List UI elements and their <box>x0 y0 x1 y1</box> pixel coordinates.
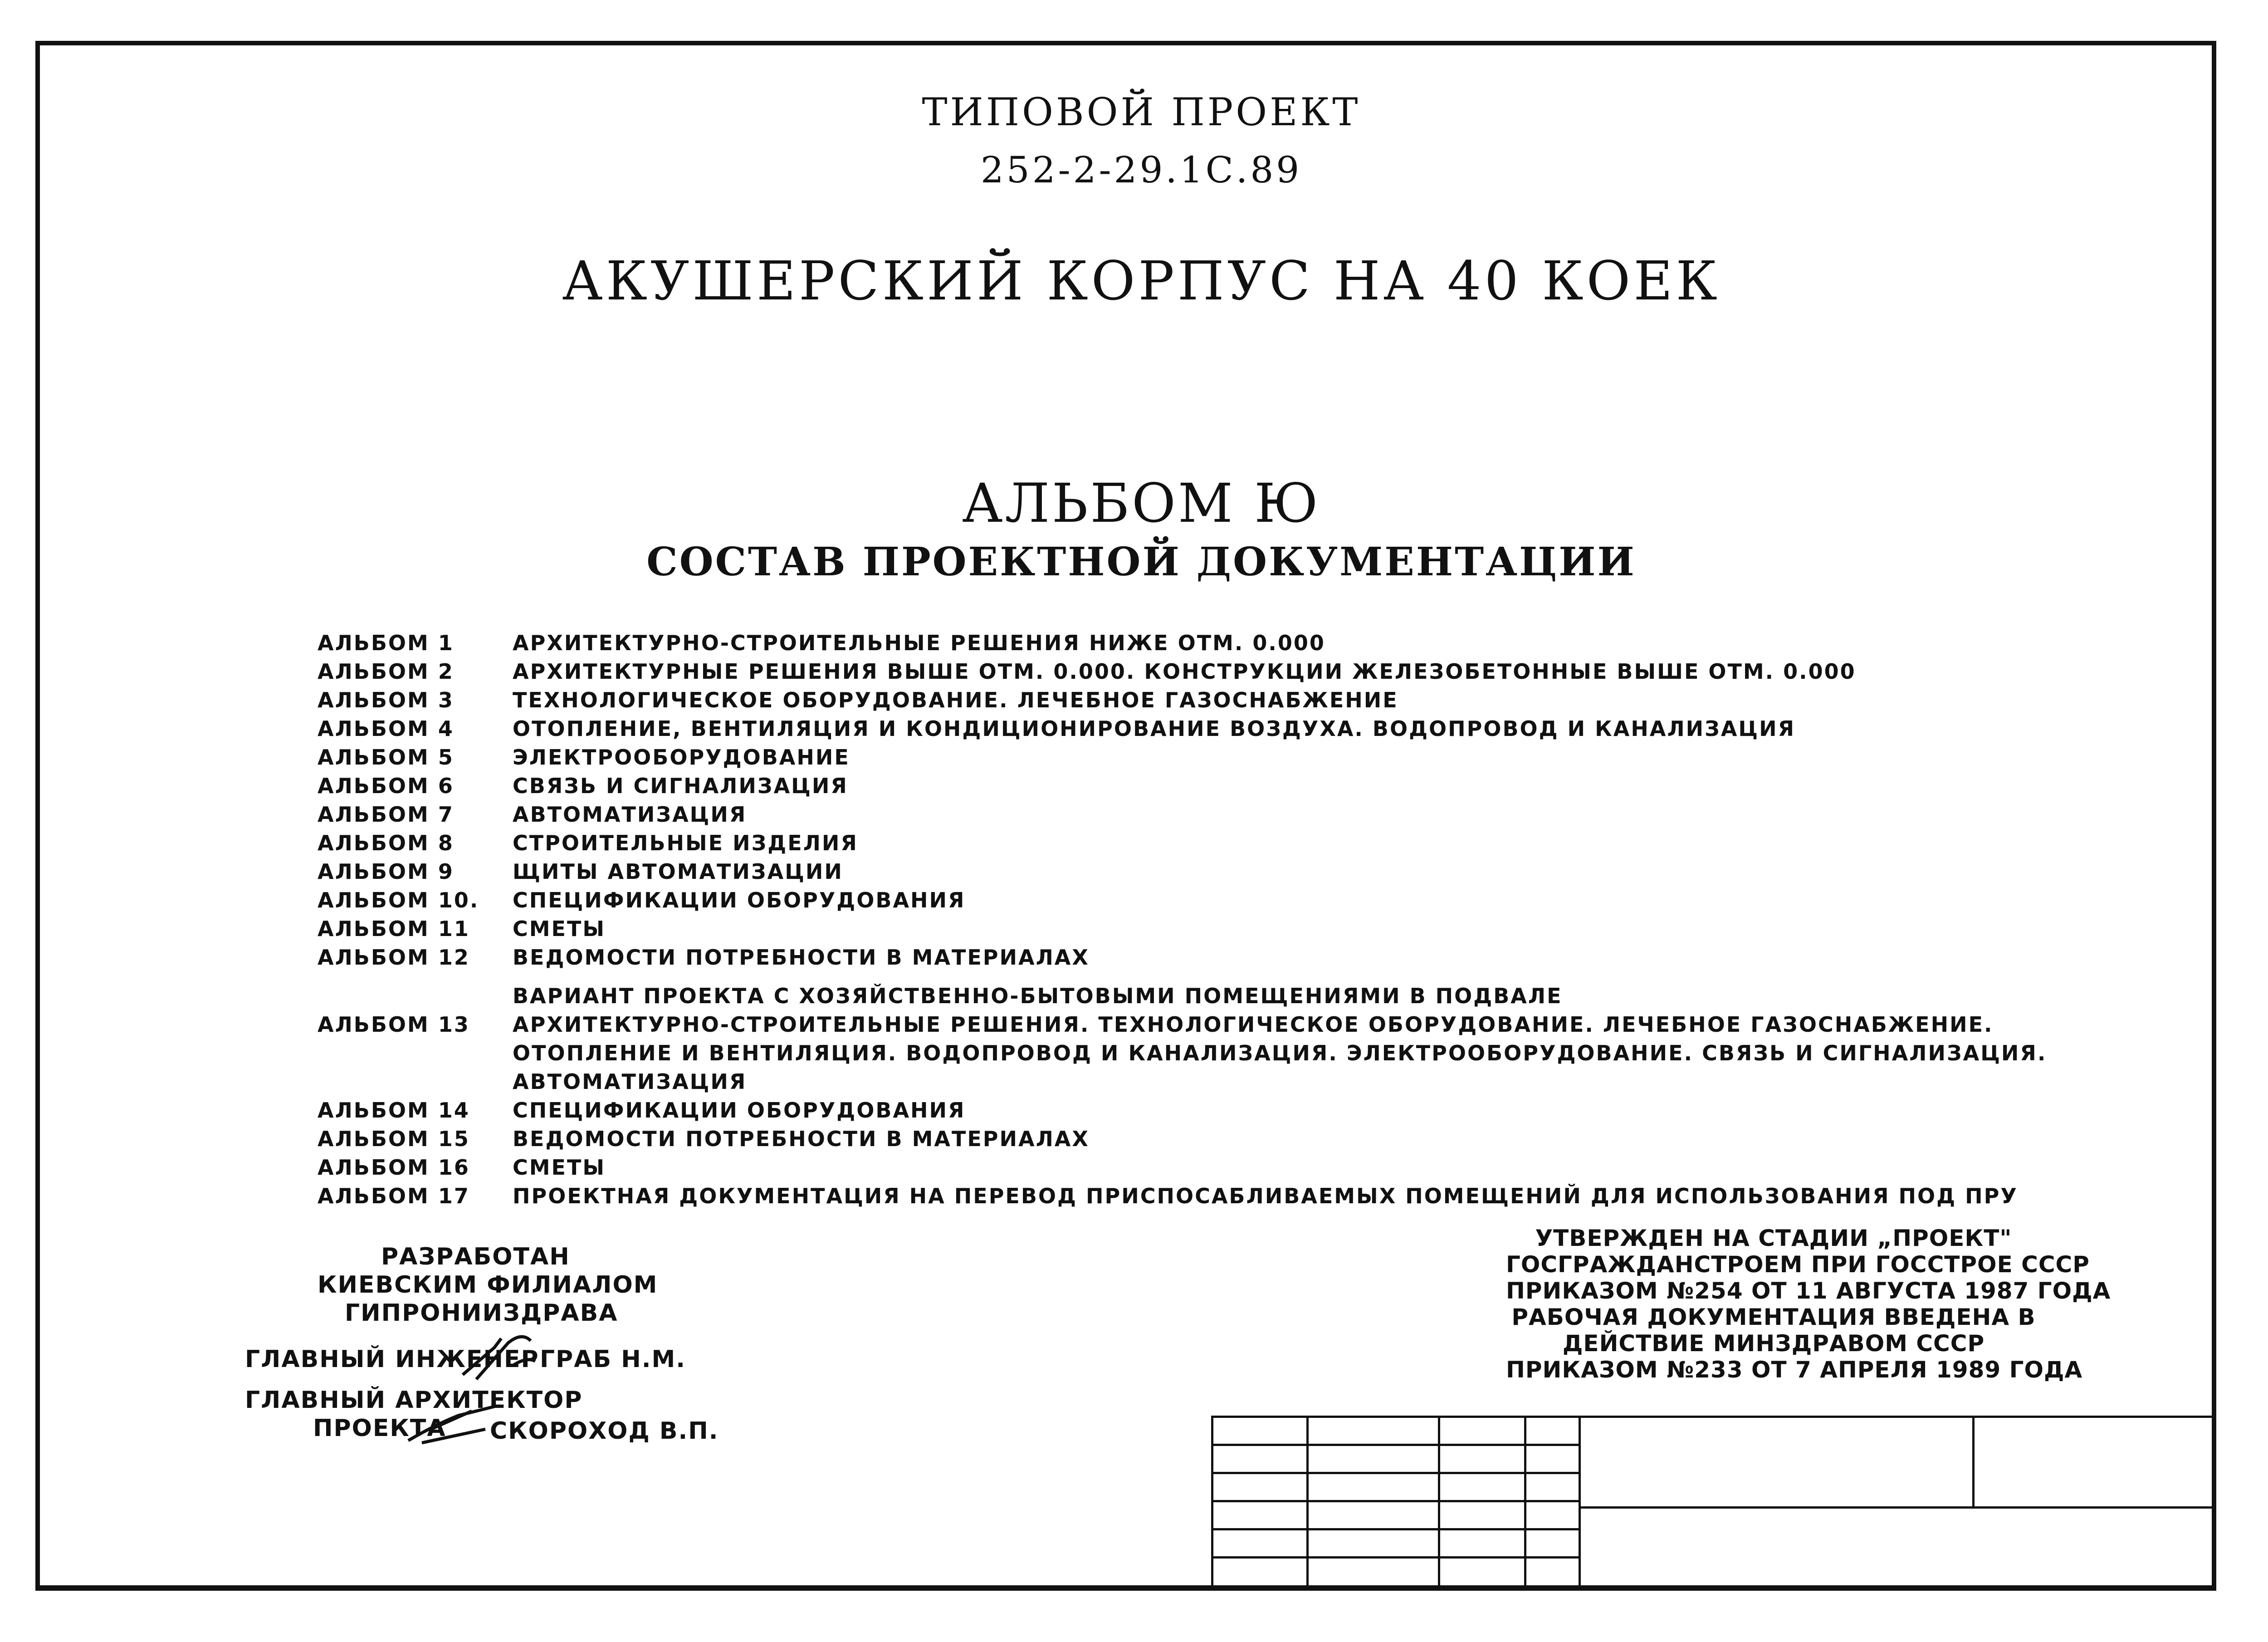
album-row <box>318 1098 2132 1127</box>
approval-line: ДЕЙСТВИЕ МИНЗДРАВОМ СССР <box>1562 1330 1985 1357</box>
title-block-stamp <box>1211 1416 2212 1585</box>
stamp-grid-line <box>1579 1506 2212 1509</box>
album-row <box>318 774 2132 802</box>
album-row <box>318 716 2132 745</box>
album-number-label: АЛЬБОМ 10. <box>318 888 479 912</box>
engineer-signature <box>458 1329 540 1384</box>
album-continuation-row <box>318 1041 2132 1069</box>
album-description: ТЕХНОЛОГИЧЕСКОЕ ОБОРУДОВАНИЕ. ЛЕЧЕБНОЕ ГАЗОСНАБЖЕНИЕ <box>513 688 1398 712</box>
album-row <box>318 831 2132 859</box>
album-row <box>318 745 2132 774</box>
variant-heading-row <box>318 984 2132 1012</box>
variant-heading: ВАРИАНТ ПРОЕКТА С ХОЗЯЙСТВЕННО-БЫТОВЫМИ ПОМЕЩЕНИЯМИ В ПОДВАЛЕ <box>513 984 1563 1008</box>
album-description: СВЯЗЬ И СИГНАЛИЗАЦИЯ <box>513 774 848 798</box>
album-row <box>318 1127 2132 1155</box>
album-description: СТРОИТЕЛЬНЫЕ ИЗДЕЛИЯ <box>513 831 858 855</box>
album-description: АВТОМАТИЗАЦИЯ <box>513 802 747 827</box>
album-description: АВТОМАТИЗАЦИЯ <box>513 1069 747 1094</box>
album-number-label: АЛЬБОМ 16 <box>318 1155 470 1180</box>
album-number-label: АЛЬБОМ 1 <box>318 631 454 655</box>
album-row <box>318 945 2132 974</box>
stamp-grid-line <box>1211 1472 1579 1474</box>
album-description: АРХИТЕКТУРНО-СТРОИТЕЛЬНЫЕ РЕШЕНИЯ НИЖЕ ОТМ. 0.000 <box>513 631 1325 655</box>
album-number-label: АЛЬБОМ 3 <box>318 688 454 712</box>
album-number-label: АЛЬБОМ 2 <box>318 659 454 684</box>
album-continuation-row <box>318 1069 2132 1098</box>
album-description: ПРОЕКТНАЯ ДОКУМЕНТАЦИЯ НА ПЕРЕВОД ПРИСПОСАБЛИВАЕМЫХ ПОМЕЩЕНИЙ ДЛЯ ИСПОЛЬЗОВАНИЯ ПОД ПРУ <box>513 1184 2018 1208</box>
album-number-label: АЛЬБОМ 8 <box>318 831 454 855</box>
album-number-label: АЛЬБОМ 6 <box>318 774 454 798</box>
album-description: ОТОПЛЕНИЕ, ВЕНТИЛЯЦИЯ И КОНДИЦИОНИРОВАНИЕ ВОЗДУХА. ВОДОПРОВОД И КАНАЛИЗАЦИЯ <box>513 716 1796 741</box>
document-title: АКУШЕРСКИЙ КОРПУС НА 40 КОЕК <box>562 250 1721 312</box>
album-number-label: АЛЬБОМ 7 <box>318 802 454 827</box>
approval-line: УТВЕРЖДЕН НА СТАДИИ „ПРОЕКТ" <box>1535 1225 2012 1251</box>
project-code: 252-2-29.1С.89 <box>980 149 1302 191</box>
stamp-grid-line <box>1211 1444 1579 1446</box>
album-description: СМЕТЫ <box>513 1155 606 1180</box>
album-number: АЛЬБОМ Ю <box>962 472 1320 534</box>
approval-line: РАБОЧАЯ ДОКУМЕНТАЦИЯ ВВЕДЕНА В <box>1511 1304 2036 1330</box>
chief-architect-label: ПРОЕКТА <box>313 1415 446 1442</box>
album-number-label: АЛЬБОМ 17 <box>318 1184 470 1208</box>
album-description: ОТОПЛЕНИЕ И ВЕНТИЛЯЦИЯ. ВОДОПРОВОД И КАНАЛИЗАЦИЯ. ЭЛЕКТРООБОРУДОВАНИЕ. СВЯЗЬ И СИГНАЛИЗАЦИЯ. <box>513 1041 2047 1065</box>
approval-block <box>1506 1225 2111 1383</box>
album-row <box>318 888 2132 917</box>
album-number-label: АЛЬБОМ 14 <box>318 1098 470 1122</box>
album-description: ЭЛЕКТРООБОРУДОВАНИЕ <box>513 745 850 770</box>
album-description: АРХИТЕКТУРНЫЕ РЕШЕНИЯ ВЫШЕ ОТМ. 0.000. КОНСТРУКЦИИ ЖЕЛЕЗОБЕТОННЫЕ ВЫШЕ ОТМ. 0.000 <box>513 659 1856 684</box>
chief-architect-name: СКОРОХОД В.П. <box>490 1417 719 1445</box>
approval-line: ГОСГРАЖДАНСТРОЕМ ПРИ ГОССТРОЕ СССР <box>1506 1251 2090 1278</box>
album-number-label: АЛЬБОМ 11 <box>318 917 470 941</box>
stamp-grid-line <box>1972 1416 1975 1506</box>
album-row <box>318 659 2132 688</box>
album-description: ЩИТЫ АВТОМАТИЗАЦИИ <box>513 859 843 884</box>
album-row <box>318 1012 2132 1041</box>
album-row <box>318 802 2132 831</box>
chief-engineer-name: ГРАБ Н.М. <box>540 1346 686 1373</box>
developer-line: РАЗРАБОТАН <box>381 1243 570 1270</box>
stamp-border <box>1211 1416 2212 1418</box>
chief-engineer-label: ГЛАВНЫЙ ИНЖЕНЕР <box>245 1346 539 1373</box>
album-number-label: АЛЬБОМ 5 <box>318 745 454 770</box>
album-number-label: АЛЬБОМ 12 <box>318 945 470 970</box>
stamp-grid-line <box>1211 1500 1579 1502</box>
approval-line: ПРИКАЗОМ №233 ОТ 7 АПРЕЛЯ 1989 ГОДА <box>1506 1357 2083 1383</box>
album-number-label: АЛЬБОМ 13 <box>318 1012 470 1037</box>
album-description: СМЕТЫ <box>513 917 606 941</box>
album-number-label: АЛЬБОМ 15 <box>318 1127 470 1151</box>
document-subtitle: СОСТАВ ПРОЕКТНОЙ ДОКУМЕНТАЦИИ <box>646 539 1636 585</box>
album-row <box>318 1155 2132 1184</box>
architect-signature <box>404 1397 503 1447</box>
album-description: СПЕЦИФИКАЦИИ ОБОРУДОВАНИЯ <box>513 888 966 912</box>
album-row <box>318 917 2132 945</box>
album-row <box>318 688 2132 716</box>
album-description: СПЕЦИФИКАЦИИ ОБОРУДОВАНИЯ <box>513 1098 966 1122</box>
stamp-grid-line <box>1211 1556 1579 1559</box>
album-description: ВЕДОМОСТИ ПОТРЕБНОСТИ В МАТЕРИАЛАХ <box>513 945 1090 970</box>
album-description: АРХИТЕКТУРНО-СТРОИТЕЛЬНЫЕ РЕШЕНИЯ. ТЕХНОЛОГИЧЕСКОЕ ОБОРУДОВАНИЕ. ЛЕЧЕБНОЕ ГАЗОСНАБЖЕНИЕ. <box>513 1012 1994 1037</box>
chief-architect-label: ГЛАВНЫЙ АРХИТЕКТОР <box>245 1387 583 1414</box>
project-type-label: ТИПОВОЙ ПРОЕКТ <box>922 90 1361 134</box>
album-number-label: АЛЬБОМ 4 <box>318 716 454 741</box>
album-row <box>318 631 2132 659</box>
developer-line: КИЕВСКИМ ФИЛИАЛОМ <box>318 1271 658 1299</box>
album-row <box>318 1184 2132 1212</box>
approval-line: ПРИКАЗОМ №254 ОТ 11 АВГУСТА 1987 ГОДА <box>1506 1278 2111 1304</box>
album-description: ВЕДОМОСТИ ПОТРЕБНОСТИ В МАТЕРИАЛАХ <box>513 1127 1090 1151</box>
album-list <box>318 631 2132 1212</box>
album-row <box>318 859 2132 888</box>
developer-line: ГИПРОНИИЗДРАВА <box>345 1299 618 1327</box>
album-number-label: АЛЬБОМ 9 <box>318 859 454 884</box>
stamp-grid-line <box>1211 1528 1579 1530</box>
